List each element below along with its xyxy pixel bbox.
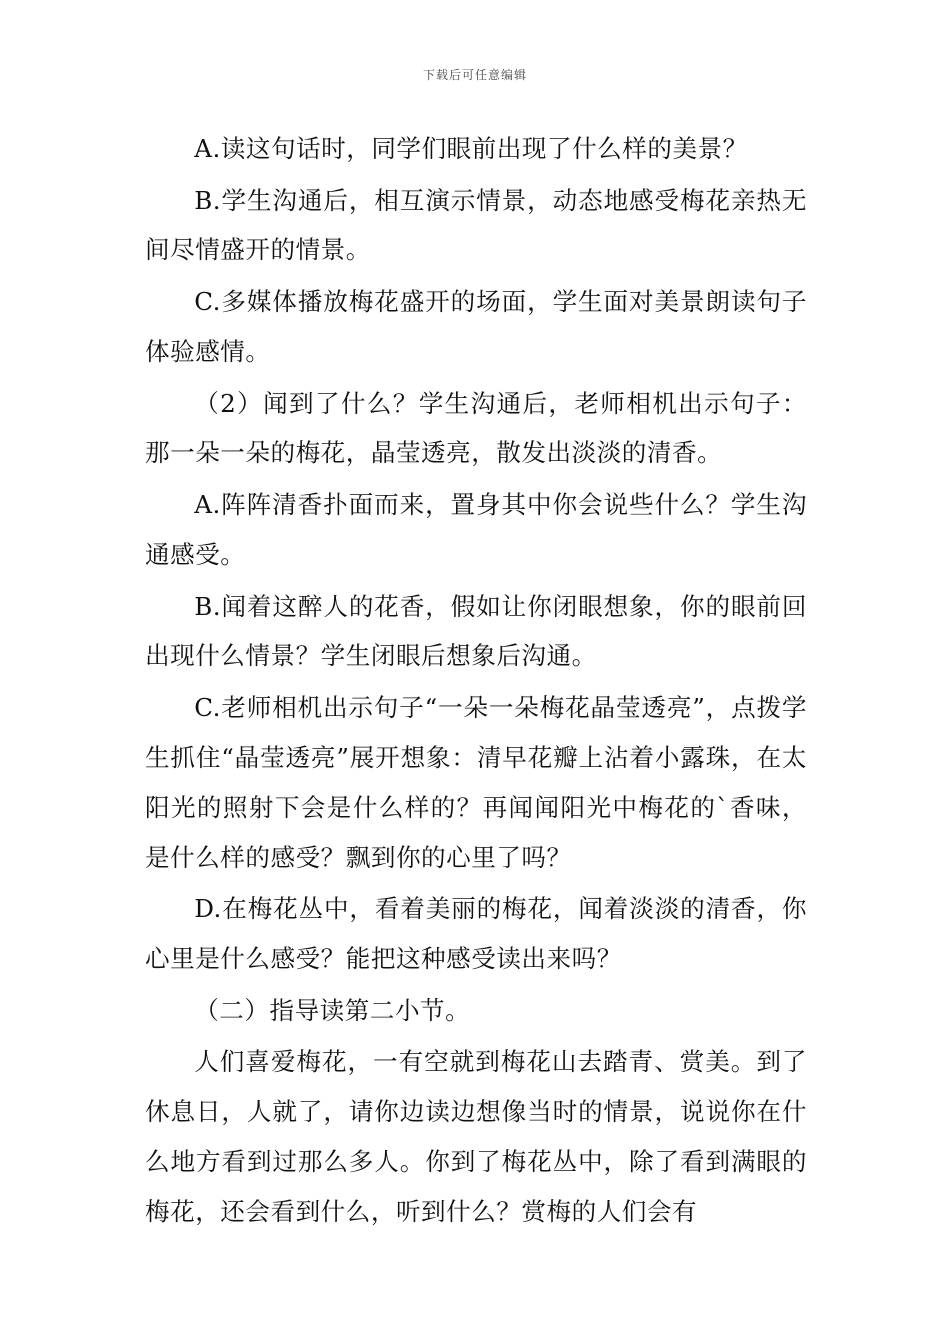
document-body xyxy=(145,124,807,1238)
paragraph-c-multimedia: C.多媒体播放梅花盛开的场面，学生面对美景朗读句子体验感情。 xyxy=(145,287,807,366)
paragraph-people-love: 人们喜爱梅花，一有空就到梅花山去踏青、赏美。到了休息日，人就了，请你边读边想像当时的情景，说说你在什么地方看到过那么多人。你到了梅花丛中，除了看到满眼的梅花，还会看到什么，听到什么？赏梅的人们会有 xyxy=(145,1047,807,1226)
paragraph-a-question: A.读这句话时，同学们眼前出现了什么样的美景？ xyxy=(194,134,748,163)
section-heading-second: （二）指导读第二小节。 xyxy=(194,995,471,1025)
page-header: 下载后可任意编辑 xyxy=(422,68,527,82)
paragraph-d-feeling: D.在梅花丛中，看着美丽的梅花，闻着淡淡的清香，你心里是什么感受？能把这种感受读出来吗？ xyxy=(145,894,807,973)
paragraph-a-fragrance: A.阵阵清香扑面而来，置身其中你会说些什么？学生沟通感受。 xyxy=(145,490,807,569)
paragraph-smell-question: （2）闻到了什么？学生沟通后，老师相机出示句子：那一朵一朵的梅花，晶莹透亮，散发出淡淡的清香。 xyxy=(145,388,807,468)
paragraph-c-crystal: C.老师相机出示句子“一朵一朵梅花晶莹透亮”，点拨学生抓住“晶莹透亮”展开想象：清早花瓣上沾着小露珠，在太阳光的照射下会是什么样的？再闻闻阳光中梅花的`香味，是什么样的感受？飘到你的心里了吗？ xyxy=(145,693,807,872)
paragraph-b-exchange: B.学生沟通后，相互演示情景，动态地感受梅花亲热无间尽情盛开的情景。 xyxy=(145,185,807,265)
paragraph-b-imagine: B.闻着这醉人的花香，假如让你闭眼想象，你的眼前回出现什么情景？学生闭眼后想象后沟通。 xyxy=(145,591,807,671)
